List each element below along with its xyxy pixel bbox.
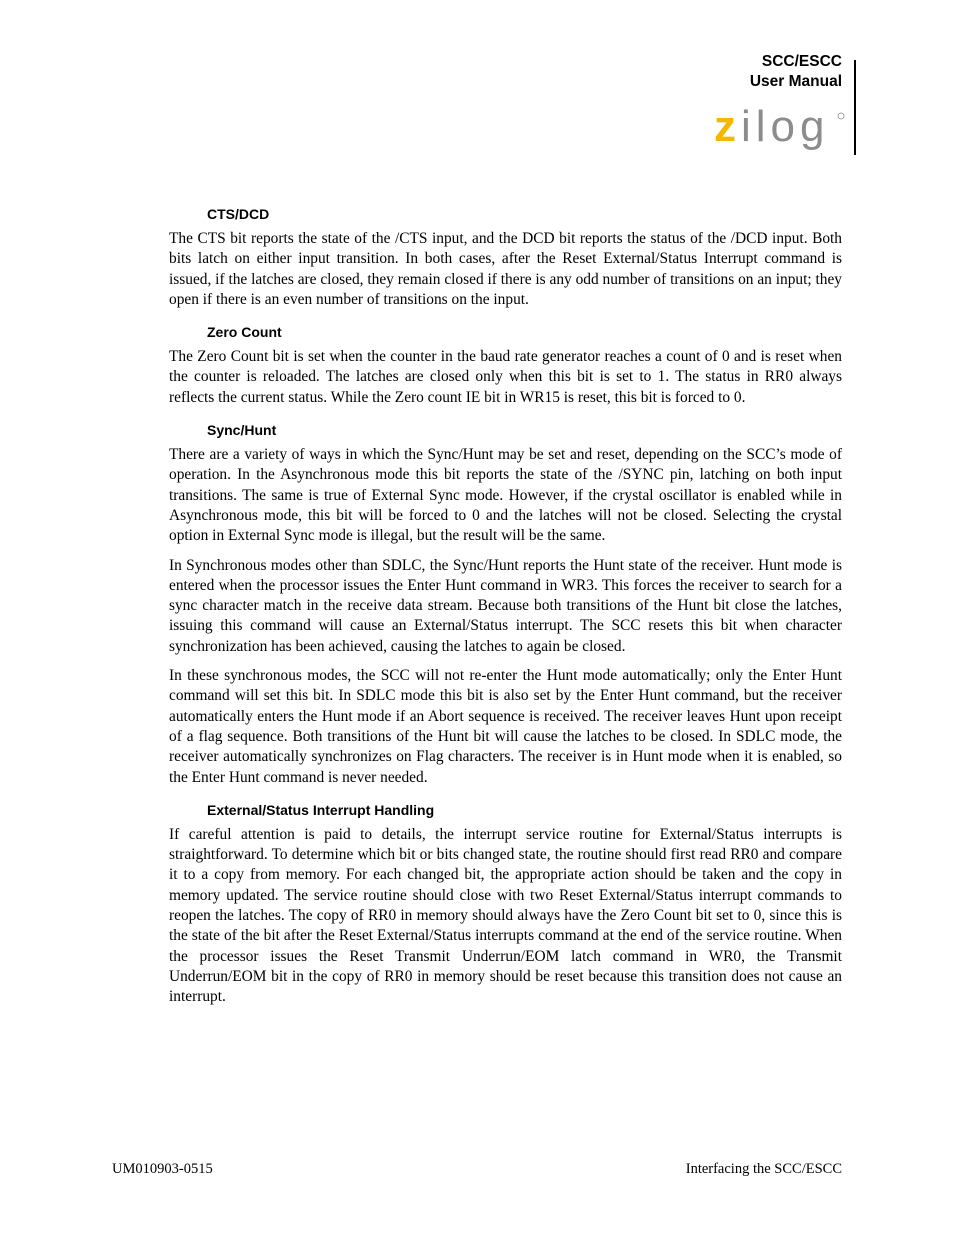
page-body	[169, 205, 842, 1017]
heading-cts-dcd: CTS/DCD	[207, 206, 270, 222]
footer-doc-number: UM010903-0515	[112, 1161, 213, 1177]
logo-z: z	[714, 108, 736, 151]
logo-ilog: ilog	[741, 108, 830, 151]
header-doc-type: User Manual	[749, 73, 842, 90]
paragraph: There are a variety of ways in which the Sync/Hunt may be set and reset, depending on the SCC’s mode of operation. In the Asynchronous mode this bit reports the state of the /SYNC pin, latching on both input transitions. The same is true of External Sync mode. However, if the crystal oscillator is enabled while in Asynchronous mode, this bit will be forced to 0 and the latches will not be closed. Selecting the crystal option in External Sync mode is illegal, but the result will be the same.	[169, 446, 842, 545]
zilog-logo	[714, 108, 846, 158]
registered-icon	[838, 113, 844, 119]
paragraph: If careful attention is paid to details, the interrupt service routine for External/Status interrupts is straightforward. To determine which bit or bits changed state, the routine should first read RR0 and compare it to a copy from memory. For each changed bit, the appropriate action should be taken and the copy in memory updated. The service routine should close with two Reset External/Status interrupt commands to reopen the latches. The copy of RR0 in memory should always have the Zero Count bit set to 0, since this is the state of the bit after the Reset External/Status interrupts command at the end of the service routine. When the processor issues the Reset Transmit Underrun/EOM latch command in WR0, the Transmit Underrun/EOM bit in the copy of RR0 in memory should be reset because this transition does not cause an interrupt.	[169, 825, 842, 1006]
header-divider	[854, 60, 856, 155]
paragraph: In Synchronous modes other than SDLC, the Sync/Hunt reports the Hunt state of the receiver. Hunt mode is entered when the processor issues the Enter Hunt command in WR3. This forces the receiver to search for a sync character match in the receive data stream. Because both transitions of the Hunt bit close the latches, issuing this command will cause an External/Status interrupt. The SCC resets this bit when character synchronization has been achieved, causing the latches to again be closed.	[169, 556, 842, 655]
paragraph: In these synchronous modes, the SCC will not re-enter the Hunt mode automatically; only the Enter Hunt command will set this bit. In SDLC mode this bit is also set by the Enter Hunt command, but the receiver automatically enters the Hunt mode if an Abort sequence is received. The receiver leaves Hunt upon receipt of a flag sequence. Both transitions of the Hunt bit will cause the latches to be closed. In SDLC mode, the receiver automatically synchronizes on Flag characters. The receiver is in Hunt mode when it is enabled, so the Enter Hunt command is never needed.	[169, 667, 842, 786]
paragraph: The Zero Count bit is set when the counter in the baud rate generator reaches a count of 0 and is reset when the counter is reloaded. The latches are closed only when this bit is set to 1. The status in RR0 always reflects the current status. While the Zero count IE bit in WR15 is reset, this bit is forced to 0.	[169, 348, 842, 406]
heading-ext-status-interrupt: External/Status Interrupt Handling	[207, 801, 435, 818]
header-product: SCC/ESCC	[761, 53, 842, 70]
paragraph: The CTS bit reports the state of the /CTS input, and the DCD bit reports the status of the /DCD input. Both bits latch on either input transition. In both cases, after the Reset External/Status Interrupt command is issued, if the latches are closed, they remain closed if there is any odd number of transitions on an input; they open if there is an even number of transitions on the input.	[169, 230, 842, 308]
heading-sync-hunt: Sync/Hunt	[207, 422, 277, 439]
page-header	[750, 52, 842, 92]
heading-zero-count: Zero Count	[207, 324, 282, 341]
footer-chapter-title: Interfacing the SCC/ESCC	[685, 1161, 842, 1177]
